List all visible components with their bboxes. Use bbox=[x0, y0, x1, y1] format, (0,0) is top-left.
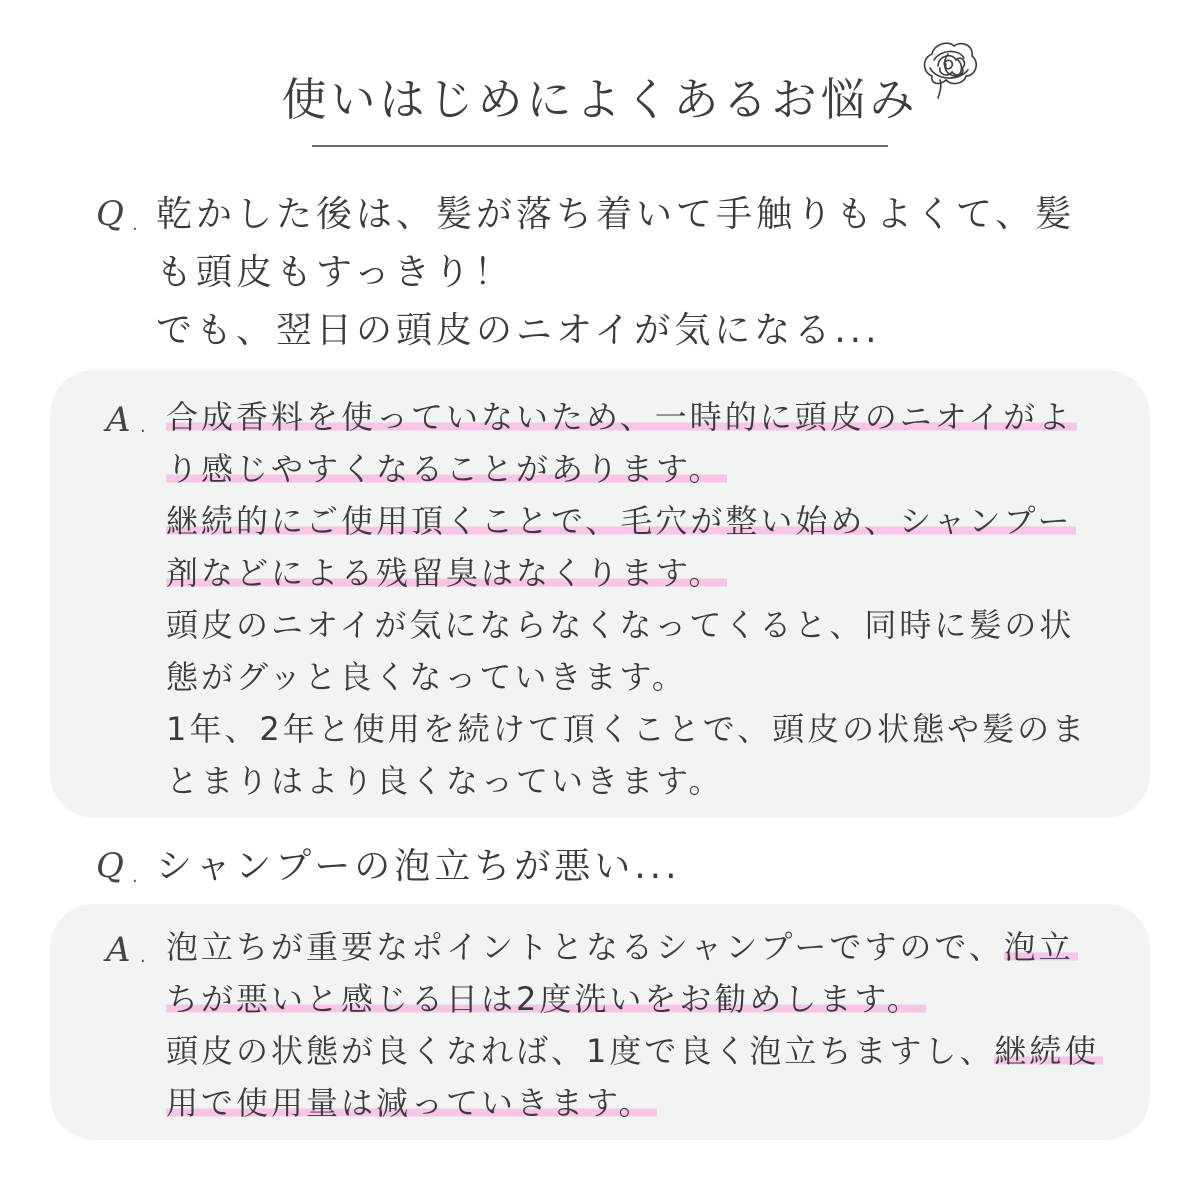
question-marker-dot: . bbox=[132, 214, 138, 235]
question-1-line: でも、翌日の頭皮のニオイが気になる... bbox=[156, 310, 881, 351]
answer-1-text bbox=[166, 392, 1087, 808]
answer-marker: A bbox=[106, 400, 131, 440]
page-title: 使いはじめによくあるお悩み bbox=[281, 73, 919, 126]
highlighted-text: ちが悪いと感じる日は2度洗いをお勧めします。 bbox=[166, 980, 926, 1018]
answer-marker: A bbox=[106, 930, 131, 970]
highlighted-text: 継続使 bbox=[994, 1032, 1103, 1070]
plain-text: 泡立ちが重要なポイントとなるシャンプーですので、 bbox=[166, 928, 1004, 966]
answer-2-line bbox=[166, 974, 1103, 1026]
title-divider bbox=[312, 145, 888, 147]
question-2-line: シャンプーの泡立ちが悪い... bbox=[156, 846, 681, 887]
highlighted-text: 合成香料を使っていないため、一時的に頭皮のニオイがよ bbox=[166, 398, 1077, 436]
highlighted-text: 用で使用量は減っていきます。 bbox=[166, 1084, 657, 1122]
question-marker: Q bbox=[96, 846, 124, 886]
answer-1-line bbox=[166, 496, 1087, 548]
highlighted-text: り感じやすくなることがあります。 bbox=[166, 450, 727, 488]
highlighted-text: 剤などによる残留臭はなくります。 bbox=[166, 554, 727, 592]
scribble-cloud-icon bbox=[918, 36, 980, 102]
answer-marker-dot: . bbox=[140, 416, 146, 437]
answer-1-line bbox=[166, 444, 1087, 496]
answer-2-line bbox=[166, 1026, 1103, 1078]
answer-2-line bbox=[166, 922, 1103, 974]
answer-1-line: 態がグッと良くなっていきます。 bbox=[166, 658, 687, 696]
answer-1-line: 頭皮のニオイが気にならなくなってくると、同時に髪の状 bbox=[166, 606, 1075, 644]
answer-marker-dot: . bbox=[140, 946, 146, 967]
answer-1-line: 1年、2年と使用を続けて頂くことで、頭皮の状態や髪のま bbox=[166, 710, 1088, 748]
question-marker-dot: . bbox=[132, 866, 138, 887]
answer-1-line bbox=[166, 548, 1087, 600]
highlighted-text: 継続的にご使用頂くことで、毛穴が整い始め、シャンプー bbox=[166, 502, 1076, 540]
answer-1-line bbox=[166, 392, 1087, 444]
question-1-text bbox=[156, 186, 1075, 360]
answer-2-text bbox=[166, 922, 1103, 1130]
highlighted-text: 泡立 bbox=[1004, 928, 1078, 966]
question-1-line: も頭皮もすっきり！ bbox=[156, 252, 514, 293]
plain-text: 頭皮の状態が良くなれば、1度で良く泡立ちますし、 bbox=[166, 1032, 995, 1070]
question-2-text bbox=[156, 838, 681, 896]
answer-2-line bbox=[166, 1078, 1103, 1130]
answer-1-line: とまりはより良くなっていきます。 bbox=[166, 762, 724, 800]
question-marker: Q bbox=[96, 194, 124, 234]
question-1-line: 乾かした後は、髪が落ち着いて手触りもよくて、髪 bbox=[156, 194, 1076, 235]
